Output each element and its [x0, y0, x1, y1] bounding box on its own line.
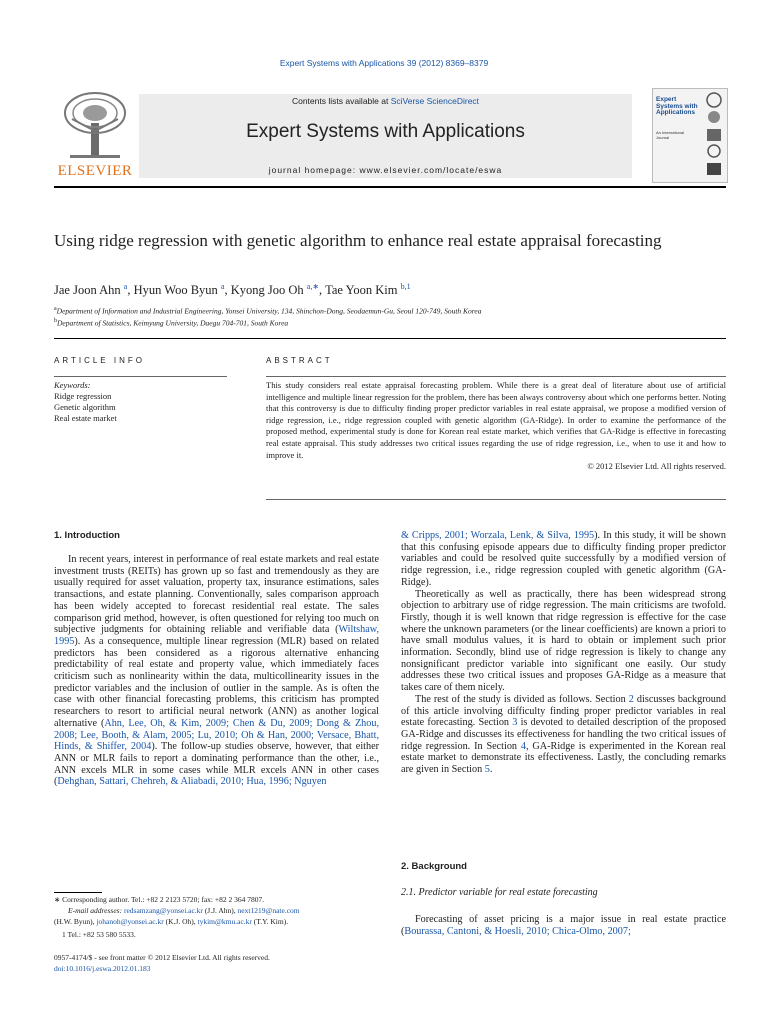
cover-subtitle: An International Journal — [656, 130, 685, 140]
body-paragraph: Forecasting of asset pricing is a major issue in real estate practice (Bourassa, Cantoni, & Hoesli, 2010; Chica-Olmo, 2007; — [401, 914, 726, 937]
footnote-emails-continued: (H.W. Byun), johanoh@yonsei.ac.kr (K.J. Oh), tykim@kmu.ac.kr (T.Y. Kim). — [54, 917, 289, 926]
author-affil-mark[interactable]: a — [220, 282, 225, 291]
keywords-block — [54, 380, 229, 424]
section-link[interactable]: 5 — [484, 764, 490, 776]
article-info-heading: ARTICLE INFO — [54, 356, 145, 365]
abstract-bottom-divider — [266, 499, 726, 500]
email-link[interactable]: johanoh@yonsei.ac.kr — [96, 917, 164, 926]
contents-prefix: Contents lists available at — [291, 96, 391, 106]
title-divider — [54, 338, 726, 339]
abstract-body: This study considers real estate appraisal forecasting problem. While there is a great deal of literature about use of artificial intelligence and multiple linear regression for the problem, there has been always controversy about which one performs better. Noting that this controversy is due to difficulty finding proper predictor variables in real estate appraisal, we propose a modified version of ridge regression, i.e., ridge regression coupled with genetic algorithm (GA-Ridge). In order to examine the performance of the proposed method, experimental study is done for Korean real estate market, which verifies that GA-Ridge is effective in forecasting real estate appraisal. This study addresses two critical issues regarding the use of ridge regression, i.e., when to use it and how to improve it. — [266, 380, 726, 460]
author-name: Tae Yoon Kim — [325, 283, 398, 298]
author-affil-mark[interactable]: b,1 — [400, 282, 411, 291]
section-link[interactable]: 3 — [512, 717, 518, 729]
citation-link[interactable]: Wiltshaw, 1995 — [54, 624, 379, 647]
doi-link[interactable]: doi:10.1016/j.eswa.2012.01.183 — [54, 964, 151, 973]
contents-line — [139, 96, 632, 106]
citation-link[interactable]: Bourassa, Cantoni, & Hoesli, 2010; Chica-Olmo, 2007; — [404, 925, 631, 937]
journal-banner — [139, 94, 632, 178]
email-label: E-mail addresses: — [68, 906, 123, 915]
publisher-name: ELSEVIER — [57, 163, 133, 179]
affiliation-a: $^a$Department of Information and Industrial Engineering, Yonsei University, 134, Shinchon-Dong, Seodaemun-Gu, Seoul 120-749, South Korea — [54, 306, 482, 316]
cover-title: Expert Systems with Applications — [656, 96, 698, 116]
citation-link[interactable]: & Cripps, 2001; Worzala, Lenk, & Silva, 1995 — [401, 530, 595, 541]
abstract-text — [266, 380, 726, 473]
author-list: Jae Joon Ahn $^a$, Hyun Woo Byun $^a$, Kyong Joo Oh $^{a,∗}$, Tae Yoon Kim $^{b,1}$ — [54, 282, 411, 298]
body-paragraph: Theoretically as well as practically, there has been widespread strong objection to arbitrary use of ridge regression. The main criticisms are twofold. Firstly, though it is well known that ridge regression is effective for the case where the unknown parameters (or the linear coefficients) are known a priori to have small modulus values, it is hard to obtain or implement such prior information. Secondly, blind use of ridge regression is likely to change any nonsignificant predictor variable into significant one easily. Our study addresses these two critical issues and proposes GA-Ridge as a measure that takes care of them nicely. — [401, 588, 726, 694]
footnote-divider — [54, 892, 102, 893]
sciencedirect-link[interactable]: SciVerse ScienceDirect — [390, 96, 480, 106]
email-link[interactable]: next1219@nate.com — [237, 906, 300, 915]
author-name: Kyong Joo Oh — [230, 283, 304, 298]
elsevier-logo — [54, 91, 136, 181]
abstract-heading: ABSTRACT — [266, 356, 333, 365]
body-paragraph: In recent years, interest in performance of real estate markets and real estate investment trusts (REITs) has grown up so fast and tremendously as they are usually required for asset valuation, property tax, insurance estimations, sales transactions, and estate planning. Conventionally, sales comparison approach has been widely accepted to forecast residential real estate. The sales comparison grid method, however, is often questioned for relying too much on subjective judgments for obtaining reliable and verifiable data (Wiltshaw, 1995). As a consequence, multiple linear regression (MLR) based on related predictors has been considered as a rigorous alternative enhancing predictability of real estate and property value, which immediately faces criticism such as nonlinearity within the data, multicollinearity issues in the predictor variables and the inclusion of outlier in the sample. As is often the case with other financial forecasting problems, this criticism has prompted researchers to resort to artificial neural network (ANN) as another logical alternative (Ahn, Lee, Oh, & Kim, 2009; Chen & Du, 2009; Dong & Zhou, 2008; Lee, Booth, & Alam, 2005; Lu, 2010; Oh & Han, 2000; Versace, Bhatt, Hinds, & Shiffer, 2004). The follow-up studies observe, however, that either ANN or MLR fails to report a dominating performance than the other, i.e., ANN excels MLR in some cases while MLR excels ANN in other cases (Dehghan, Sattari, Chehreh, & Aliabadi, 2010; Hua, 1996; Nguyen — [54, 554, 379, 788]
front-matter — [54, 952, 384, 974]
issn-line: 0957-4174/$ - see front matter © 2012 Elsevier Ltd. All rights reserved. — [54, 953, 270, 962]
author-affil-mark[interactable]: a — [123, 282, 128, 291]
section-heading-background: 2. Background — [401, 861, 467, 872]
body-column-right — [401, 530, 726, 776]
journal-citation-link[interactable]: Expert Systems with Applications 39 (2012) 8369–8379 — [279, 58, 489, 68]
footnote-emails: E-mail addresses: redsamzang@yonsei.ac.kr (J.J. Ahn), next1219@nate.com — [68, 906, 300, 915]
body-column-right-continued — [401, 914, 726, 937]
keyword-item: Real estate market — [54, 413, 117, 423]
header-divider — [54, 186, 726, 188]
copyright-notice: © 2012 Elsevier Ltd. All rights reserved. — [587, 461, 726, 472]
citation-link[interactable]: Ahn, Lee, Oh, & Kim, 2009; Chen & Du, 2009; Dong & Zhou, 2008; Lee, Booth, & Alam, 2005; Lu, 2010; Oh & Han, 2000; Versace, Bhatt, Hinds, & Shiffer, 2004 — [54, 717, 379, 753]
abstract-divider — [266, 376, 726, 377]
body-column-left — [54, 554, 379, 788]
footnote-corresponding-author: ∗ Corresponding author. Tel.: +82 2 2123 5720; fax: +82 2 364 7807. — [54, 895, 265, 904]
journal-homepage[interactable]: journal homepage: www.elsevier.com/locate/eswa — [268, 165, 503, 175]
citation-link[interactable]: Dehghan, Sattari, Chehreh, & Aliabadi, 2010; Hua, 1996; Nguyen — [57, 776, 327, 788]
body-paragraph: & Cripps, 2001; Worzala, Lenk, & Silva, 1995). In this study, it will be shown that this confusing episode appears due to difficulty finding proper predictor variables and could be resolved quite successfully by a modified version of ridge regression, i.e., ridge regression coupled with genetic algorithm (GA-Ridge). — [401, 530, 726, 588]
affiliation-b: $^b$Department of Statistics, Keimyung University, Daegu 704-701, South Korea — [54, 318, 289, 328]
author-affil-mark[interactable]: a,∗ — [306, 282, 320, 291]
author-name: Hyun Woo Byun — [133, 283, 218, 298]
section-link[interactable]: 4 — [520, 740, 526, 752]
keyword-item: Genetic algorithm — [54, 402, 116, 412]
journal-cover-thumbnail — [652, 88, 728, 183]
keywords-label: Keywords: — [54, 380, 91, 390]
cover-graphic-icon — [703, 91, 725, 179]
subsection-heading: 2.1. Predictor variable for real estate forecasting — [401, 887, 598, 898]
author-name: Jae Joon Ahn — [54, 283, 121, 298]
journal-title: Expert Systems with Applications — [246, 121, 525, 142]
email-link[interactable]: redsamzang@yonsei.ac.kr — [123, 906, 203, 915]
email-link[interactable]: tykim@kmu.ac.kr — [197, 917, 252, 926]
article-info-divider — [54, 376, 227, 377]
keyword-item: Ridge regression — [54, 391, 112, 401]
body-paragraph: The rest of the study is divided as follows. Section 2 discusses background of this article involving difficulty finding proper predictor variables in real estate forecasting. Section 3 is devoted to detailed description of the proposed GA-Ridge and discusses its effectiveness for handling the two critical issues of ridge regression. In Section 4, GA-Ridge is experimented in the Korean real estate market to demonstrate its effectiveness. Lastly, the concluding remarks are given in Section 5. — [401, 693, 727, 776]
footnote-telephone: 1 Tel.: +82 53 580 5533. — [62, 930, 136, 939]
tree-icon — [60, 91, 130, 161]
paper-title: Using ridge regression with genetic algorithm to enhance real estate appraisal forecasting — [54, 231, 662, 250]
section-heading-introduction: 1. Introduction — [54, 530, 120, 541]
section-link[interactable]: 2 — [628, 693, 634, 705]
